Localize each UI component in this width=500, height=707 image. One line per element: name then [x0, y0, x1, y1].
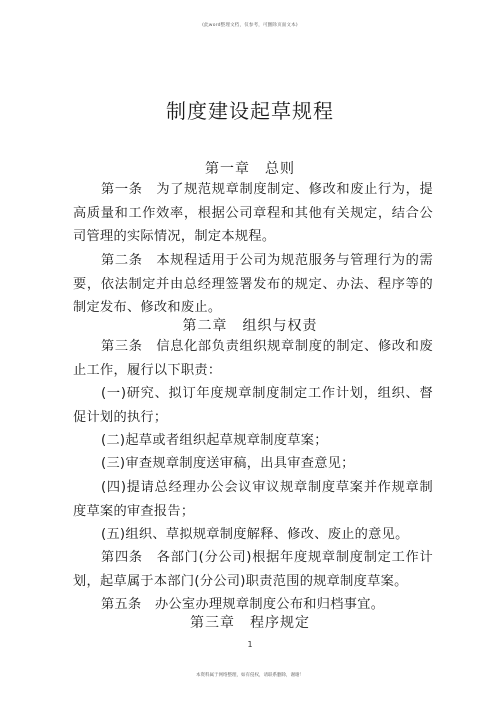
chapter-heading-2: 第二章 组织与权责 — [182, 318, 318, 334]
article-2: 第二条 本规程适用于公司为规范服务与管理行为的需要，依法制定并由总经理签署发布的规定、办法、程序等的制定发布、修改和废止。 — [73, 253, 433, 315]
article-3-item-1: (一)研究、拟订年度规章制度制定工作计划，组织、督促计划的执行； — [73, 386, 433, 425]
footer-note: 本资料属于网络整理，如有侵权，请联系删除，谢谢！ — [196, 673, 304, 678]
article-5: 第五条 办公室办理规章制度公布和归档事宜。 — [101, 597, 385, 612]
header-note: (此word整理文档，仅参考，可删除页面文本) — [202, 23, 298, 28]
article-3: 第三条 信息化部负责组织规章制度的制定、修改和废止工作，履行以下职责： — [73, 339, 433, 378]
article-3-item-2: (二)起草或者组织起草规章制度草案； — [101, 433, 328, 448]
chapter-heading-3: 第三章 程序规定 — [190, 615, 310, 631]
page-number: 1 — [247, 640, 253, 649]
document-title: 制度建设起草规程 — [166, 99, 334, 123]
article-3-item-5: (五)组织、草拟规章制度解释、修改、废止的意见。 — [101, 527, 409, 542]
article-3-item-3: (三)审查规章制度送审稿，出具审查意见； — [101, 456, 355, 471]
article-1: 第一条 为了规范规章制度制定、修改和废止行为，提高质量和工作效率，根据公司章程和其他有关规定，结合公司管理的实际情况，制定本规程。 — [73, 182, 433, 244]
chapter-heading-1: 第一章 总则 — [205, 161, 295, 177]
article-3-item-4: (四)提请总经理办公会议审议规章制度草案并作规章制度草案的审查报告； — [73, 480, 433, 519]
article-4: 第四条 各部门(分公司)根据年度规章制度制定工作计划，起草属于本部门(分公司)职责范围的规章制度草案。 — [73, 550, 433, 589]
